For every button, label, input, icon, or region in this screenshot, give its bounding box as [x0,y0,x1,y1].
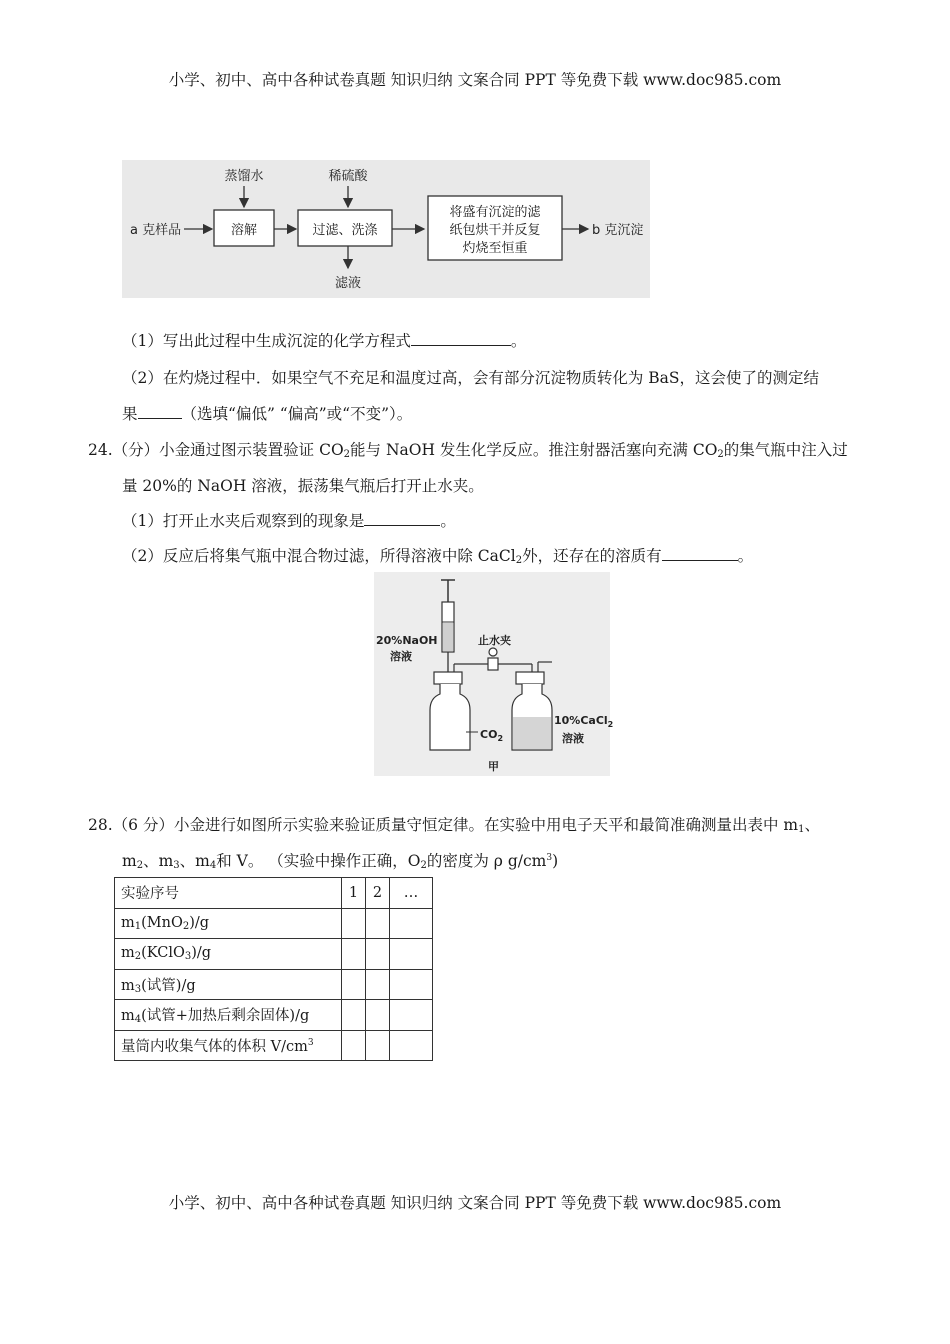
table-cell[interactable] [342,1030,366,1061]
table-row [115,1000,433,1031]
table-row [115,939,433,970]
table-cell[interactable] [366,969,390,1000]
table-cell[interactable] [390,1000,433,1031]
clamp-label: 止水夹 [478,634,511,647]
cacl2-label-2: 溶液 [562,732,584,745]
row-label: $m_2(KClO_3)/g$ [115,939,342,970]
table-cell[interactable] [366,939,390,970]
page-footer: 小学、初中、高中各种试卷真题 知识归纳 文案合同 PPT 等免费下载 www.doc985.com [168,1194,782,1212]
table-cell[interactable] [390,969,433,1000]
table-row [115,1030,433,1061]
naoh-label-2: 溶液 [390,650,412,663]
table-cell[interactable] [366,1000,390,1031]
table-cell[interactable] [390,939,433,970]
answer-blank[interactable] [138,404,182,419]
q23-part2-line1: （2）在灼烧过程中．如果空气不充足和温度过高，会有部分沉淀物质转化为 BaS，这会使了的测定结 [122,369,820,387]
table-header-cell: … [390,878,433,909]
table-header-cell: 实验序号 [115,878,342,909]
table-cell[interactable] [366,908,390,939]
flow-input-acid: 稀硫酸 [328,169,368,184]
table-cell[interactable] [390,908,433,939]
table-cell[interactable] [366,1030,390,1061]
table-cell[interactable] [390,1030,433,1061]
answer-blank[interactable] [662,546,738,561]
table-header-cell: 2 [366,878,390,909]
q28-line2: $m_2$、$m_3$、$m_4$和 V。 （实验中操作正确，$O_2$的密度为 ρ $g/cm^3$) [122,852,559,871]
flow-step-filter: 过滤、洗涤 [312,223,378,238]
q24-part1: （1）打开止水夹后观察到的现象是 。 [122,512,456,530]
table-header-cell: 1 [342,878,366,909]
answer-blank[interactable] [364,511,440,526]
q24-part2: （2）反应后将集气瓶中混合物过滤，所得溶液中除 CaCl$_2$外，还存在的溶质有 。 [122,547,754,566]
row-label: $m_3$(试管)/g [115,969,342,1000]
table-cell[interactable] [342,939,366,970]
row-label: 量筒内收集气体的体积 $V/cm^3$ [115,1030,342,1061]
flow-step-dissolve: 溶解 [230,223,258,238]
co2-label: $CO_2$ [480,728,504,743]
data-table [114,877,433,1061]
q23-part1: （1）写出此过程中生成沉淀的化学方程式 。 [122,332,527,350]
q28-line1: 28.（6 分）小金进行如图所示实验来验证质量守恒定律。在实验中用电子天平和最简准确测量出表中 $m_1$、 [88,816,820,835]
figure-caption: 甲 [488,760,499,773]
page-header: 小学、初中、高中各种试卷真题 知识归纳 文案合同 PPT 等免费下载 www.doc985.com [168,71,782,89]
row-label: $m_4$(试管+加热后剩余固体)/g [115,1000,342,1031]
table-row [115,908,433,939]
table-header-row [115,878,433,909]
answer-blank[interactable] [411,331,511,346]
cacl2-label: 10%CaCl$_2$ [554,714,614,729]
apparatus-diagram [374,572,614,776]
table-cell[interactable] [342,969,366,1000]
flowchart-diagram [122,160,650,298]
flow-input-water: 蒸馏水 [224,169,264,184]
q24-line1: 24.（分）小金通过图示装置验证 $CO_2$能与 NaOH 发生化学反应。推注射器活塞向充满 $CO_2$的集气瓶中注入过 [88,441,848,460]
row-label: $m_1(MnO_2)/g$ [115,908,342,939]
q23-part2-line2: 果 （选填“偏低” “偏高”或“不变”）。 [122,405,413,423]
flow-step3-line2: 纸包烘干并反复 [449,223,541,238]
flow-step3-line3: 灼烧至恒重 [462,241,528,256]
table-cell[interactable] [342,1000,366,1031]
naoh-label: 20%NaOH [376,634,438,647]
table-row [115,969,433,1000]
q24-line2: 量 20%的 NaOH 溶液，振荡集气瓶后打开止水夹。 [122,477,484,495]
flow-step3-line1: 将盛有沉淀的滤 [449,205,541,220]
table-cell[interactable] [342,908,366,939]
flow-filtrate: 滤液 [334,276,362,291]
flow-end: b 克沉淀 [592,223,644,238]
flow-start: a 克样品 [130,223,182,238]
